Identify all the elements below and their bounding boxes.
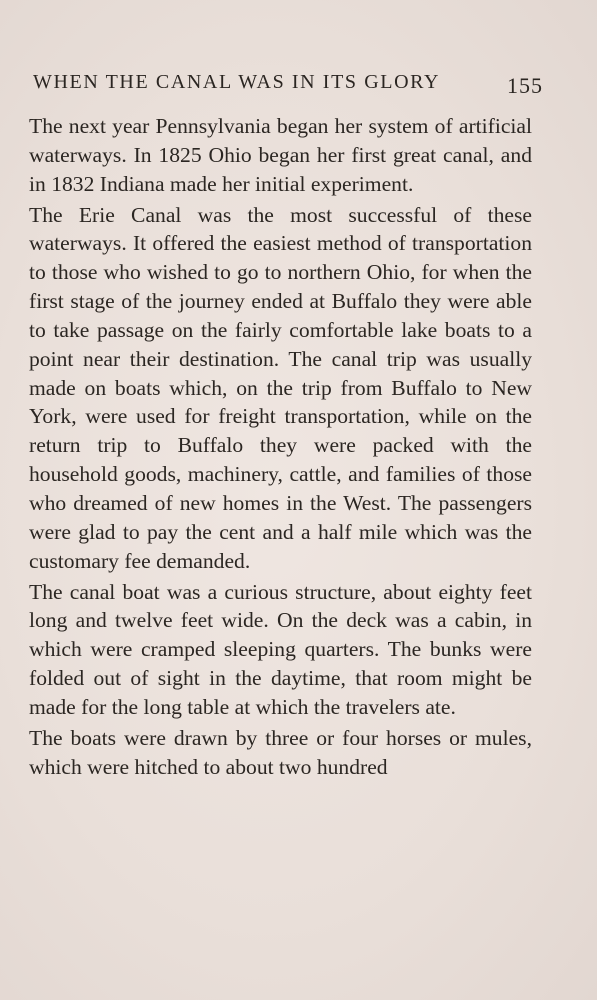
page-header (33, 71, 543, 99)
body-text (28, 112, 532, 781)
paragraph: The canal boat was a curious structure, about eighty feet long and twelve feet wide. On the deck was a cabin, in which were cramped sleeping quarters. The bunks were folded out of sight in the daytime, that room might be made for the long table at which the travelers ate. (29, 579, 532, 719)
paragraph: The Erie Canal was the most successful of these waterways. It offered the easiest method of transportation to those who wished to go to northern Ohio, for when the first stage of the journey ended at Buffalo they were able to take passage on the fairly comfortable lake boats to a point near their destination. The canal trip was usually made on boats which, on the trip from Buffalo to New York, were used for freight transportation, while on the return trip to Buffalo they were packed with the household goods, machinery, cattle, and families of those who dreamed of new homes in the West. The passengers were glad to pay the cent and a half mile which was the customary fee demanded. (29, 202, 532, 573)
paragraph: The boats were drawn by three or four horses or mules, which were hitched to about two hundred (29, 725, 532, 779)
paragraph: The next year Pennsylvania began her system of artificial waterways. In 1825 Ohio began her first great canal, and in 1832 Indiana made her initial experiment. (29, 114, 532, 196)
running-title: WHEN THE CANAL WAS IN ITS GLORY (33, 71, 440, 93)
page-number: 155 (507, 73, 543, 98)
